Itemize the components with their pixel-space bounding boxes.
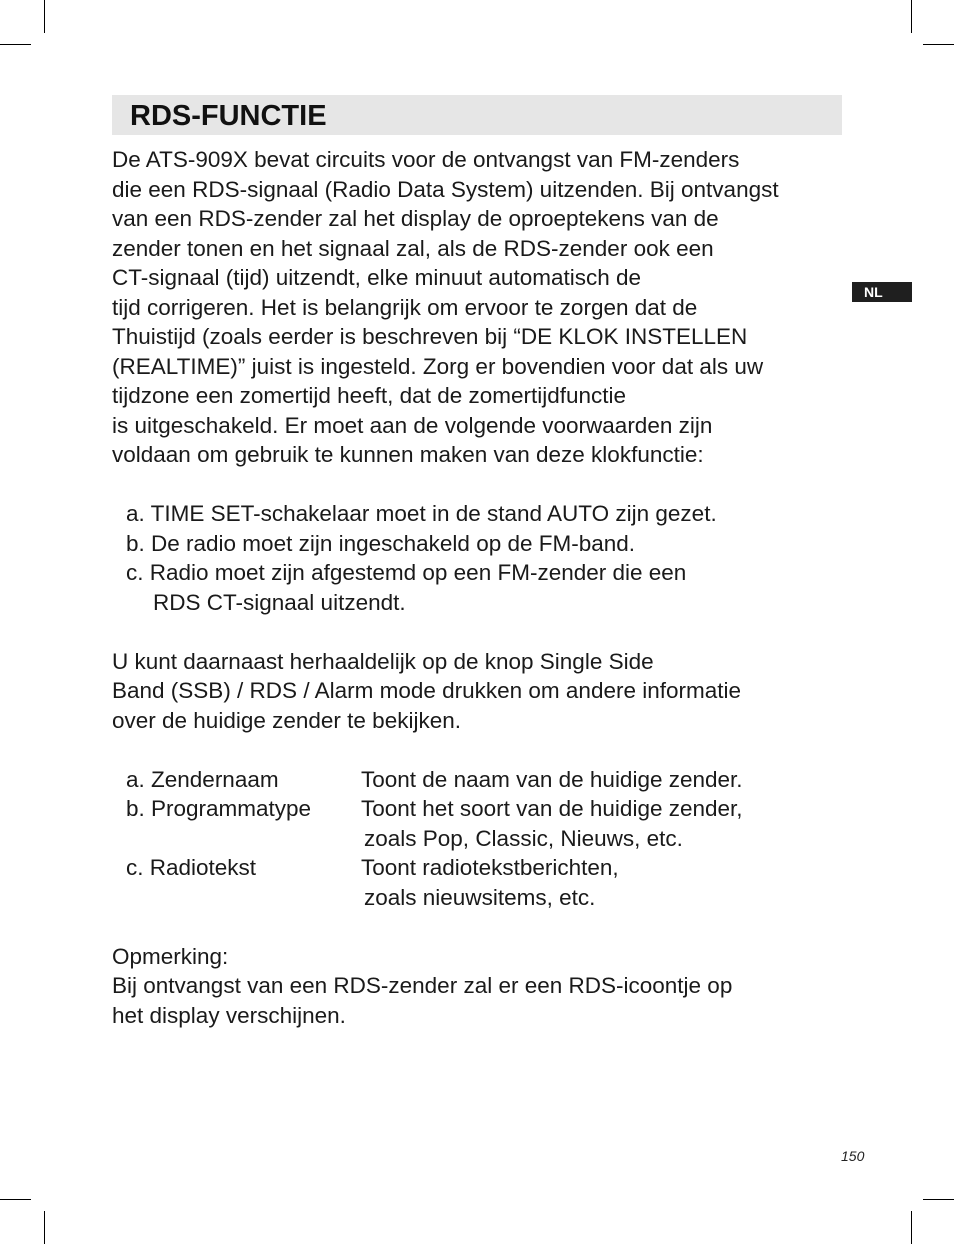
list-item: a. TIME SET-schakelaar moet in de stand AUTO zijn gezet. [126, 501, 717, 526]
text-line: is uitgeschakeld. Er moet aan de volgende voorwaarden zijn [112, 412, 713, 438]
text-line: het display verschijnen. [112, 1002, 346, 1028]
definition-row-continuation [112, 883, 852, 913]
definition-desc: Toont radiotekstberichten, [361, 855, 619, 880]
text-line: tijd corrigeren. Het is belangrijk om ervoor te zorgen dat de [112, 294, 698, 320]
crop-mark [0, 44, 31, 45]
definition-term: c. Radiotekst [126, 855, 257, 880]
note [112, 942, 852, 1031]
section-header [112, 95, 842, 135]
crop-mark [0, 1199, 31, 1200]
spacer [112, 912, 852, 942]
note-label: Opmerking: [112, 943, 229, 969]
text-line: voldaan om gebruik te kunnen maken van deze klokfunctie: [112, 442, 704, 467]
ssb-paragraph [112, 647, 852, 736]
text-line: De ATS-909X bevat circuits voor de ontvangst van FM-zenders [112, 147, 740, 172]
crop-mark [923, 1199, 954, 1200]
crop-mark [44, 1211, 45, 1244]
info-modes-list [112, 765, 852, 913]
definition-term-empty [112, 883, 361, 913]
text-line: Band (SSB) / RDS / Alarm mode drukken om andere informatie [112, 678, 742, 703]
definition-desc: zoals nieuwsitems, etc. [364, 884, 596, 910]
text-line: Thuistijd (zoals eerder is beschreven bij “DE KLOK INSTELLEN [112, 324, 748, 349]
definition-term: a. Zendernaam [126, 766, 279, 792]
text-line: over de huidige zender te bekijken. [112, 707, 461, 733]
language-tab: NL [852, 282, 912, 302]
crop-mark [923, 44, 954, 45]
list-item: c. Radio moet zijn afgestemd op een FM-zender die een [126, 560, 687, 585]
crop-mark [44, 0, 45, 33]
definition-desc: zoals Pop, Classic, Nieuws, etc. [364, 825, 683, 851]
spacer [112, 617, 852, 647]
definition-term: b. Programmatype [126, 796, 312, 821]
definition-row [112, 853, 852, 883]
text-line: van een RDS-zender zal het display de oproeptekens van de [112, 206, 719, 231]
crop-mark [911, 0, 912, 33]
definition-row [112, 765, 852, 795]
spacer [112, 470, 852, 500]
definition-desc: Toont het soort van de huidige zender, [361, 796, 743, 821]
conditions-list [112, 499, 852, 617]
text-line: die een RDS-signaal (Radio Data System) uitzenden. Bij ontvangst [112, 176, 779, 202]
crop-mark [911, 1211, 912, 1244]
text-line: tijdzone een zomertijd heeft, dat de zomertijdfunctie [112, 383, 627, 408]
spacer [112, 735, 852, 765]
page-content [112, 145, 852, 1030]
list-item-continuation: RDS CT-signaal uitzendt. [153, 589, 406, 615]
definition-desc: Toont de naam van de huidige zender. [361, 766, 743, 792]
definition-row-continuation [112, 824, 852, 854]
text-line: zender tonen en het signaal zal, als de RDS-zender ook een [112, 235, 714, 261]
list-item: b. De radio moet zijn ingeschakeld op de FM-band. [126, 530, 636, 556]
text-line: (REALTIME)” juist is ingesteld. Zorg er bovendien voor dat als uw [112, 353, 764, 379]
intro-paragraph [112, 145, 852, 470]
text-line: Bij ontvangst van een RDS-zender zal er een RDS-icoontje op [112, 973, 733, 998]
section-title: RDS-FUNCTIE [130, 100, 327, 132]
definition-term-empty [112, 824, 361, 854]
definition-row [112, 794, 852, 824]
page-number: 150 [841, 1148, 865, 1164]
text-line: U kunt daarnaast herhaaldelijk op de knop Single Side [112, 648, 654, 674]
text-line: CT-signaal (tijd) uitzendt, elke minuut automatisch de [112, 265, 642, 290]
